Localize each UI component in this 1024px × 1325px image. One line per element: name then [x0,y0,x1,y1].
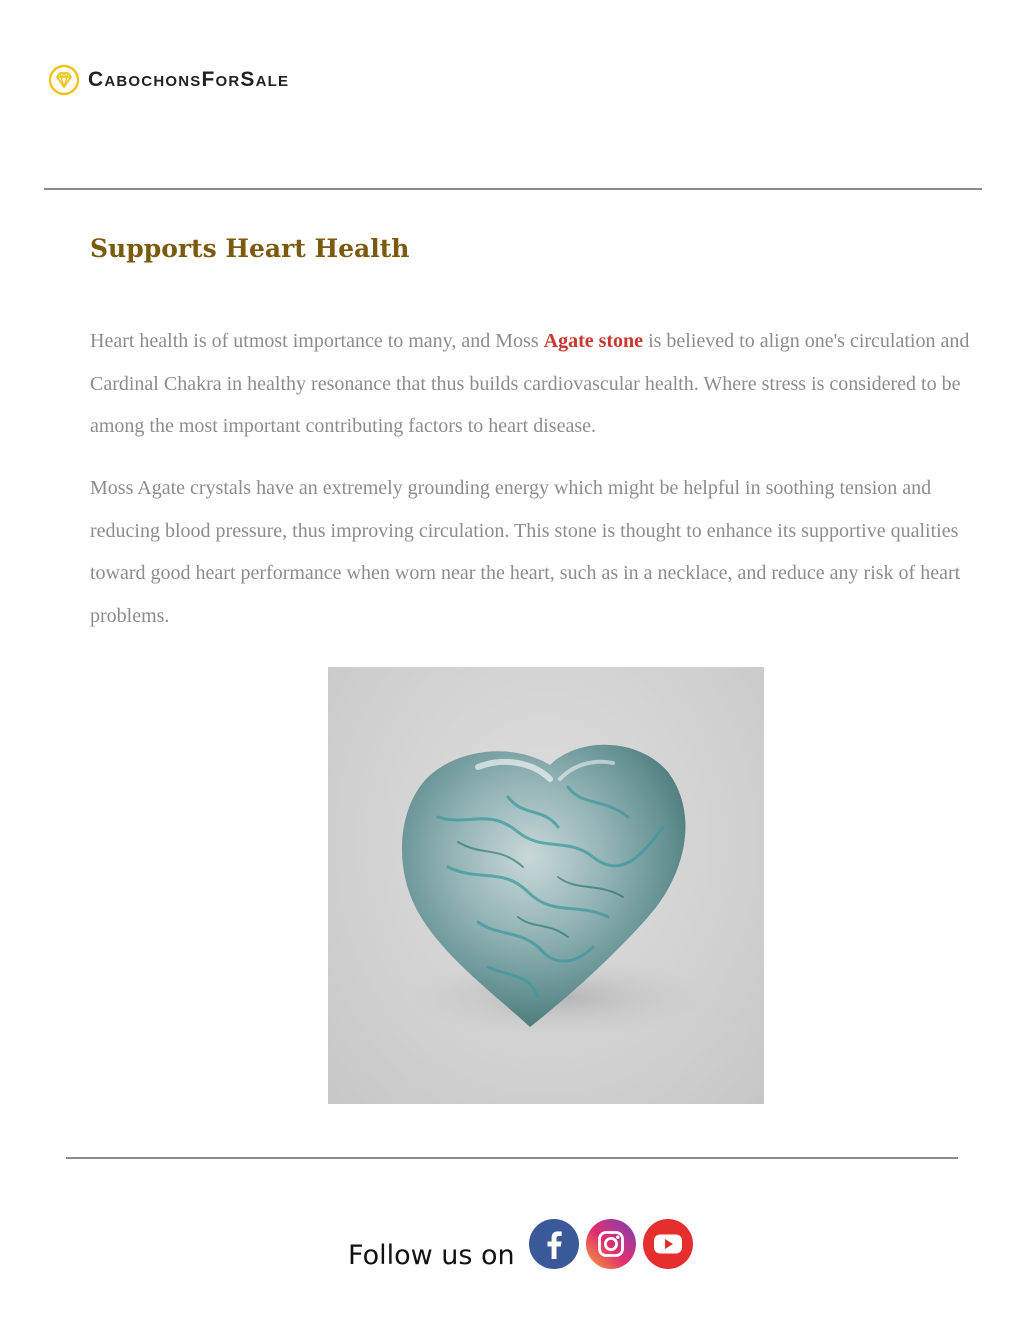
paragraph-1-end: is believed to align one's circulation and Cardinal Chakra in healthy resonance that thus builds cardiovascular health. Where stress is considered to be among the most important contributing factors to heart disease. [90,330,970,437]
moss-agate-heart-image [328,667,764,1104]
brand-name: CabochonsForSale [88,68,290,91]
gem-icon [48,64,80,96]
facebook-icon[interactable] [529,1219,579,1269]
agate-stone-link[interactable]: Agate stone [543,330,644,352]
instagram-icon[interactable] [586,1219,636,1269]
paragraph-1-start: Heart health is of utmost importance to many, and Moss [90,330,544,352]
paragraph-1 [90,320,1000,448]
heart-stone-illustration [328,667,764,1104]
youtube-icon[interactable] [643,1219,693,1269]
paragraph-2: Moss Agate crystals have an extremely grounding energy which might be helpful in soothing tension and reducing blood pressure, thus improving circulation. This stone is thought to enhance its supportive qualities toward good heart performance when worn near the heart, such as in a necklace, and reduce any risk of heart problems. [90,477,961,627]
brand-logo[interactable] [48,64,289,96]
bottom-divider [66,1157,958,1159]
follow-us-label: Follow us on [348,1240,515,1271]
top-divider [44,188,982,190]
section-heading: Supports Heart Health [90,234,410,263]
